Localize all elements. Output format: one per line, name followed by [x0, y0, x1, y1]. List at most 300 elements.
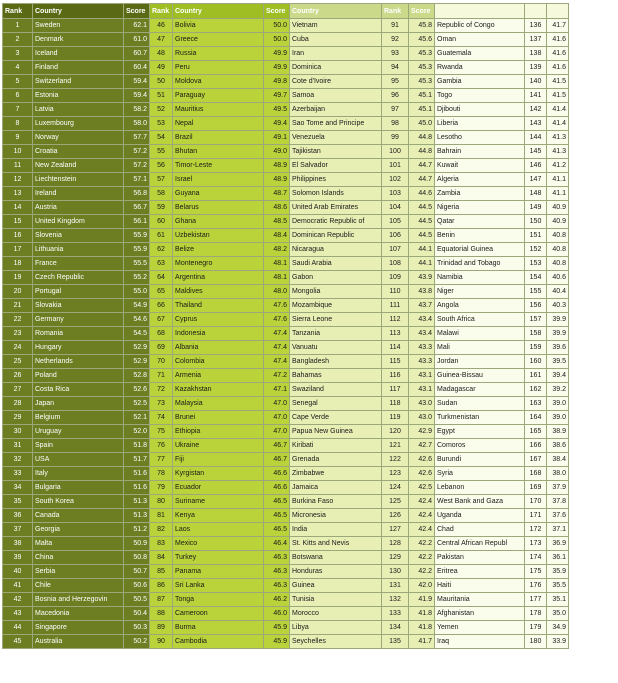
rank-cell[interactable]: 63 — [150, 257, 173, 271]
country-cell[interactable]: United Kingdom — [33, 215, 124, 229]
rank-cell[interactable]: 46 — [150, 19, 173, 33]
rank-cell[interactable]: 1 — [3, 19, 33, 33]
country-cell[interactable]: Tunisia — [290, 593, 382, 607]
score-cell[interactable]: 55.9 — [124, 243, 150, 257]
country-cell[interactable]: Yemen — [435, 621, 525, 635]
rank-cell[interactable]: 146 — [525, 159, 547, 173]
rank-cell[interactable]: 80 — [150, 495, 173, 509]
score-cell[interactable]: 62.1 — [124, 19, 150, 33]
rank-cell[interactable]: 59 — [150, 201, 173, 215]
country-cell[interactable]: Armenia — [173, 369, 264, 383]
rank-cell[interactable]: 163 — [525, 397, 547, 411]
rank-cell[interactable]: 42 — [3, 593, 33, 607]
rank-cell[interactable]: 151 — [525, 229, 547, 243]
country-cell[interactable]: Vanuatu — [290, 341, 382, 355]
score-cell[interactable]: 44.1 — [409, 243, 435, 257]
country-cell[interactable]: Trinidad and Tobago — [435, 257, 525, 271]
country-cell[interactable]: Costa Rica — [33, 383, 124, 397]
rank-cell[interactable]: 138 — [525, 47, 547, 61]
rank-cell[interactable]: 107 — [382, 243, 409, 257]
country-cell[interactable]: Niger — [435, 285, 525, 299]
country-cell[interactable]: Indonesia — [173, 327, 264, 341]
country-cell[interactable]: Norway — [33, 131, 124, 145]
country-cell[interactable]: Spain — [33, 439, 124, 453]
country-cell[interactable]: Argentina — [173, 271, 264, 285]
score-cell[interactable]: 45.9 — [264, 621, 290, 635]
country-cell[interactable]: Singapore — [33, 621, 124, 635]
rank-cell[interactable]: 76 — [150, 439, 173, 453]
score-cell[interactable]: 39.0 — [547, 397, 569, 411]
score-cell[interactable]: 45.3 — [409, 61, 435, 75]
score-cell[interactable]: 45.0 — [409, 117, 435, 131]
country-cell[interactable]: Angola — [435, 299, 525, 313]
col-header-score-3[interactable]: Score — [409, 4, 435, 19]
rank-cell[interactable]: 154 — [525, 271, 547, 285]
rank-cell[interactable]: 117 — [382, 383, 409, 397]
rank-cell[interactable]: 129 — [382, 551, 409, 565]
rank-cell[interactable]: 137 — [525, 33, 547, 47]
rank-cell[interactable]: 4 — [3, 61, 33, 75]
rank-cell[interactable]: 142 — [525, 103, 547, 117]
score-cell[interactable]: 41.8 — [409, 607, 435, 621]
col-header-score-2[interactable]: Score — [264, 4, 290, 19]
country-cell[interactable]: Moldova — [173, 75, 264, 89]
country-cell[interactable]: Gambia — [435, 75, 525, 89]
country-cell[interactable]: Timor-Leste — [173, 159, 264, 173]
score-cell[interactable]: 44.1 — [409, 257, 435, 271]
rank-cell[interactable]: 88 — [150, 607, 173, 621]
score-cell[interactable]: 48.2 — [264, 243, 290, 257]
country-cell[interactable]: Seychelles — [290, 635, 382, 649]
rank-cell[interactable]: 62 — [150, 243, 173, 257]
score-cell[interactable]: 36.1 — [547, 551, 569, 565]
rank-cell[interactable]: 15 — [3, 215, 33, 229]
rank-cell[interactable]: 168 — [525, 467, 547, 481]
score-cell[interactable]: 41.8 — [409, 621, 435, 635]
score-cell[interactable]: 48.9 — [264, 159, 290, 173]
rank-cell[interactable]: 106 — [382, 229, 409, 243]
score-cell[interactable]: 42.9 — [409, 425, 435, 439]
rank-cell[interactable]: 178 — [525, 607, 547, 621]
country-cell[interactable]: Micronesia — [290, 509, 382, 523]
country-cell[interactable]: Russia — [173, 47, 264, 61]
country-cell[interactable]: Kenya — [173, 509, 264, 523]
country-cell[interactable]: Italy — [33, 467, 124, 481]
country-cell[interactable]: Peru — [173, 61, 264, 75]
rank-cell[interactable]: 98 — [382, 117, 409, 131]
score-cell[interactable]: 49.7 — [264, 89, 290, 103]
score-cell[interactable]: 38.9 — [547, 425, 569, 439]
score-cell[interactable]: 48.0 — [264, 285, 290, 299]
country-cell[interactable]: Zambia — [435, 187, 525, 201]
rank-cell[interactable]: 72 — [150, 383, 173, 397]
rank-cell[interactable]: 100 — [382, 145, 409, 159]
country-cell[interactable]: Belize — [173, 243, 264, 257]
rank-cell[interactable]: 156 — [525, 299, 547, 313]
country-cell[interactable]: Lebanon — [435, 481, 525, 495]
country-cell[interactable]: Honduras — [290, 565, 382, 579]
rank-cell[interactable]: 68 — [150, 327, 173, 341]
country-cell[interactable]: Bhutan — [173, 145, 264, 159]
rank-cell[interactable]: 158 — [525, 327, 547, 341]
country-cell[interactable]: Brunei — [173, 411, 264, 425]
country-cell[interactable]: Bahrain — [435, 145, 525, 159]
score-cell[interactable]: 41.4 — [547, 117, 569, 131]
score-cell[interactable]: 58.0 — [124, 117, 150, 131]
rank-cell[interactable]: 11 — [3, 159, 33, 173]
country-cell[interactable]: West Bank and Gaza — [435, 495, 525, 509]
rank-cell[interactable]: 35 — [3, 495, 33, 509]
score-cell[interactable]: 48.1 — [264, 257, 290, 271]
score-cell[interactable]: 41.2 — [547, 159, 569, 173]
country-cell[interactable]: Algeria — [435, 173, 525, 187]
country-cell[interactable]: Namibia — [435, 271, 525, 285]
country-cell[interactable]: Rwanda — [435, 61, 525, 75]
country-cell[interactable]: Libya — [290, 621, 382, 635]
score-cell[interactable]: 45.3 — [409, 75, 435, 89]
country-cell[interactable]: Liechtenstein — [33, 173, 124, 187]
country-cell[interactable]: Papua New Guinea — [290, 425, 382, 439]
rank-cell[interactable]: 87 — [150, 593, 173, 607]
score-cell[interactable]: 40.8 — [547, 257, 569, 271]
score-cell[interactable]: 45.1 — [409, 89, 435, 103]
score-cell[interactable]: 49.8 — [264, 75, 290, 89]
rank-cell[interactable]: 93 — [382, 47, 409, 61]
rank-cell[interactable]: 125 — [382, 495, 409, 509]
score-cell[interactable]: 50.3 — [124, 621, 150, 635]
rank-cell[interactable]: 180 — [525, 635, 547, 649]
score-cell[interactable]: 49.9 — [264, 61, 290, 75]
country-cell[interactable]: Botswana — [290, 551, 382, 565]
score-cell[interactable]: 47.4 — [264, 341, 290, 355]
rank-cell[interactable]: 52 — [150, 103, 173, 117]
score-cell[interactable]: 40.8 — [547, 229, 569, 243]
country-cell[interactable]: Iran — [290, 47, 382, 61]
rank-cell[interactable]: 135 — [382, 635, 409, 649]
rank-cell[interactable]: 44 — [3, 621, 33, 635]
score-cell[interactable]: 50.8 — [124, 551, 150, 565]
country-cell[interactable]: Guinea-Bissau — [435, 369, 525, 383]
rank-cell[interactable]: 89 — [150, 621, 173, 635]
country-cell[interactable]: Mexico — [173, 537, 264, 551]
score-cell[interactable]: 36.9 — [547, 537, 569, 551]
score-cell[interactable]: 40.9 — [547, 201, 569, 215]
score-cell[interactable]: 41.4 — [547, 103, 569, 117]
country-cell[interactable]: China — [33, 551, 124, 565]
country-cell[interactable]: Romania — [33, 327, 124, 341]
rank-cell[interactable]: 90 — [150, 635, 173, 649]
score-cell[interactable]: 41.3 — [547, 145, 569, 159]
rank-cell[interactable]: 16 — [3, 229, 33, 243]
country-cell[interactable]: Sri Lanka — [173, 579, 264, 593]
country-cell[interactable]: Zimbabwe — [290, 467, 382, 481]
score-cell[interactable]: 50.7 — [124, 565, 150, 579]
score-cell[interactable]: 35.9 — [547, 565, 569, 579]
country-cell[interactable]: Iceland — [33, 47, 124, 61]
score-cell[interactable]: 60.4 — [124, 61, 150, 75]
country-cell[interactable]: Haiti — [435, 579, 525, 593]
score-cell[interactable]: 39.6 — [547, 341, 569, 355]
country-cell[interactable]: Colombia — [173, 355, 264, 369]
rank-cell[interactable]: 78 — [150, 467, 173, 481]
country-cell[interactable]: Iraq — [435, 635, 525, 649]
country-cell[interactable]: Nepal — [173, 117, 264, 131]
rank-cell[interactable]: 10 — [3, 145, 33, 159]
score-cell[interactable]: 51.2 — [124, 523, 150, 537]
rank-cell[interactable]: 162 — [525, 383, 547, 397]
score-cell[interactable]: 46.4 — [264, 537, 290, 551]
rank-cell[interactable]: 126 — [382, 509, 409, 523]
rank-cell[interactable]: 36 — [3, 509, 33, 523]
country-cell[interactable]: Kiribati — [290, 439, 382, 453]
rank-cell[interactable]: 56 — [150, 159, 173, 173]
country-cell[interactable]: Slovenia — [33, 229, 124, 243]
score-cell[interactable]: 47.4 — [264, 327, 290, 341]
rank-cell[interactable]: 116 — [382, 369, 409, 383]
score-cell[interactable]: 44.5 — [409, 201, 435, 215]
score-cell[interactable]: 50.2 — [124, 635, 150, 649]
country-cell[interactable]: Cape Verde — [290, 411, 382, 425]
country-cell[interactable]: Bosnia and Herzegovin — [33, 593, 124, 607]
score-cell[interactable]: 49.9 — [264, 47, 290, 61]
score-cell[interactable]: 41.3 — [547, 131, 569, 145]
country-cell[interactable]: Qatar — [435, 215, 525, 229]
country-cell[interactable]: Sierra Leone — [290, 313, 382, 327]
rank-cell[interactable]: 94 — [382, 61, 409, 75]
country-cell[interactable]: Portugal — [33, 285, 124, 299]
country-cell[interactable]: Mali — [435, 341, 525, 355]
score-cell[interactable]: 41.1 — [547, 173, 569, 187]
country-cell[interactable]: Afghanistan — [435, 607, 525, 621]
rank-cell[interactable]: 41 — [3, 579, 33, 593]
rank-cell[interactable]: 43 — [3, 607, 33, 621]
country-cell[interactable]: St. Kitts and Nevis — [290, 537, 382, 551]
score-cell[interactable]: 35.5 — [547, 579, 569, 593]
score-cell[interactable]: 56.1 — [124, 215, 150, 229]
score-cell[interactable]: 43.0 — [409, 411, 435, 425]
score-cell[interactable]: 51.6 — [124, 467, 150, 481]
col-header-country-2[interactable]: Country — [173, 4, 264, 19]
country-cell[interactable]: Estonia — [33, 89, 124, 103]
rank-cell[interactable]: 53 — [150, 117, 173, 131]
score-cell[interactable]: 52.9 — [124, 355, 150, 369]
country-cell[interactable]: Grenada — [290, 453, 382, 467]
score-cell[interactable]: 38.6 — [547, 439, 569, 453]
country-cell[interactable]: Slovakia — [33, 299, 124, 313]
rank-cell[interactable]: 40 — [3, 565, 33, 579]
country-cell[interactable]: Syria — [435, 467, 525, 481]
col-header-country-3[interactable]: Country — [290, 4, 382, 19]
rank-cell[interactable]: 166 — [525, 439, 547, 453]
country-cell[interactable]: Suriname — [173, 495, 264, 509]
rank-cell[interactable]: 150 — [525, 215, 547, 229]
score-cell[interactable]: 46.5 — [264, 523, 290, 537]
score-cell[interactable]: 46.3 — [264, 565, 290, 579]
score-cell[interactable]: 41.1 — [547, 187, 569, 201]
score-cell[interactable]: 46.2 — [264, 593, 290, 607]
rank-cell[interactable]: 39 — [3, 551, 33, 565]
rank-cell[interactable]: 61 — [150, 229, 173, 243]
rank-cell[interactable]: 22 — [3, 313, 33, 327]
country-cell[interactable]: Ethiopia — [173, 425, 264, 439]
score-cell[interactable]: 55.0 — [124, 285, 150, 299]
rank-cell[interactable]: 124 — [382, 481, 409, 495]
score-cell[interactable]: 58.2 — [124, 103, 150, 117]
score-cell[interactable]: 47.0 — [264, 425, 290, 439]
score-cell[interactable]: 39.5 — [547, 355, 569, 369]
rank-cell[interactable]: 3 — [3, 47, 33, 61]
rank-cell[interactable]: 60 — [150, 215, 173, 229]
country-cell[interactable]: Kyrgistan — [173, 467, 264, 481]
score-cell[interactable]: 42.4 — [409, 509, 435, 523]
score-cell[interactable]: 44.5 — [409, 229, 435, 243]
score-cell[interactable]: 42.2 — [409, 551, 435, 565]
score-cell[interactable]: 54.9 — [124, 299, 150, 313]
country-cell[interactable]: Mongolia — [290, 285, 382, 299]
score-cell[interactable]: 43.4 — [409, 327, 435, 341]
country-cell[interactable]: El Salvador — [290, 159, 382, 173]
country-cell[interactable]: Swaziland — [290, 383, 382, 397]
rank-cell[interactable]: 92 — [382, 33, 409, 47]
country-cell[interactable]: Guatemala — [435, 47, 525, 61]
rank-cell[interactable]: 104 — [382, 201, 409, 215]
rank-cell[interactable]: 170 — [525, 495, 547, 509]
country-cell[interactable]: Canada — [33, 509, 124, 523]
country-cell[interactable]: Egypt — [435, 425, 525, 439]
rank-cell[interactable]: 75 — [150, 425, 173, 439]
score-cell[interactable]: 50.6 — [124, 579, 150, 593]
country-cell[interactable]: Bolivia — [173, 19, 264, 33]
score-cell[interactable]: 42.4 — [409, 523, 435, 537]
country-cell[interactable]: Macedonia — [33, 607, 124, 621]
score-cell[interactable]: 41.5 — [547, 89, 569, 103]
score-cell[interactable]: 50.9 — [124, 537, 150, 551]
score-cell[interactable]: 42.0 — [409, 579, 435, 593]
country-cell[interactable]: Belgium — [33, 411, 124, 425]
score-cell[interactable]: 51.8 — [124, 439, 150, 453]
score-cell[interactable]: 46.7 — [264, 453, 290, 467]
country-cell[interactable]: Uganda — [435, 509, 525, 523]
country-cell[interactable]: Jordan — [435, 355, 525, 369]
score-cell[interactable]: 41.7 — [547, 19, 569, 33]
score-cell[interactable]: 33.9 — [547, 635, 569, 649]
country-cell[interactable]: Nigeria — [435, 201, 525, 215]
rank-cell[interactable]: 160 — [525, 355, 547, 369]
rank-cell[interactable]: 79 — [150, 481, 173, 495]
country-cell[interactable]: Turkey — [173, 551, 264, 565]
country-cell[interactable]: Chad — [435, 523, 525, 537]
score-cell[interactable]: 48.4 — [264, 229, 290, 243]
country-cell[interactable]: India — [290, 523, 382, 537]
rank-cell[interactable]: 118 — [382, 397, 409, 411]
rank-cell[interactable]: 123 — [382, 467, 409, 481]
country-cell[interactable]: Lithuania — [33, 243, 124, 257]
score-cell[interactable]: 48.1 — [264, 271, 290, 285]
country-cell[interactable]: Kazakhstan — [173, 383, 264, 397]
score-cell[interactable]: 46.5 — [264, 509, 290, 523]
score-cell[interactable]: 55.9 — [124, 229, 150, 243]
score-cell[interactable]: 52.6 — [124, 383, 150, 397]
rank-cell[interactable]: 12 — [3, 173, 33, 187]
rank-cell[interactable]: 32 — [3, 453, 33, 467]
score-cell[interactable]: 37.1 — [547, 523, 569, 537]
score-cell[interactable]: 50.4 — [124, 607, 150, 621]
score-cell[interactable]: 42.2 — [409, 565, 435, 579]
rank-cell[interactable]: 113 — [382, 327, 409, 341]
score-cell[interactable]: 50.5 — [124, 593, 150, 607]
rank-cell[interactable]: 82 — [150, 523, 173, 537]
score-cell[interactable]: 40.6 — [547, 271, 569, 285]
country-cell[interactable]: Burundi — [435, 453, 525, 467]
country-cell[interactable]: Jamaica — [290, 481, 382, 495]
country-cell[interactable]: Cuba — [290, 33, 382, 47]
country-cell[interactable]: Sudan — [435, 397, 525, 411]
country-cell[interactable]: Czech Republic — [33, 271, 124, 285]
score-cell[interactable]: 45.6 — [409, 33, 435, 47]
rank-cell[interactable]: 101 — [382, 159, 409, 173]
col-header-rank-2[interactable]: Rank — [150, 4, 173, 19]
country-cell[interactable]: Malaysia — [173, 397, 264, 411]
country-cell[interactable]: Latvia — [33, 103, 124, 117]
rank-cell[interactable]: 18 — [3, 257, 33, 271]
rank-cell[interactable]: 131 — [382, 579, 409, 593]
country-cell[interactable]: USA — [33, 453, 124, 467]
rank-cell[interactable]: 84 — [150, 551, 173, 565]
country-cell[interactable]: Dominica — [290, 61, 382, 75]
rank-cell[interactable]: 45 — [3, 635, 33, 649]
score-cell[interactable]: 45.9 — [264, 635, 290, 649]
country-cell[interactable]: Eritrea — [435, 565, 525, 579]
rank-cell[interactable]: 173 — [525, 537, 547, 551]
rank-cell[interactable]: 20 — [3, 285, 33, 299]
country-cell[interactable]: Luxembourg — [33, 117, 124, 131]
country-cell[interactable]: United Arab Emirates — [290, 201, 382, 215]
score-cell[interactable]: 45.8 — [409, 19, 435, 33]
country-cell[interactable]: Uruguay — [33, 425, 124, 439]
score-cell[interactable]: 48.9 — [264, 173, 290, 187]
rank-cell[interactable]: 5 — [3, 75, 33, 89]
rank-cell[interactable]: 51 — [150, 89, 173, 103]
country-cell[interactable]: South Africa — [435, 313, 525, 327]
col-header-country-4[interactable] — [435, 4, 525, 19]
rank-cell[interactable]: 31 — [3, 439, 33, 453]
country-cell[interactable]: Djibouti — [435, 103, 525, 117]
rank-cell[interactable]: 2 — [3, 33, 33, 47]
rank-cell[interactable]: 58 — [150, 187, 173, 201]
score-cell[interactable]: 41.7 — [409, 635, 435, 649]
rank-cell[interactable]: 95 — [382, 75, 409, 89]
score-cell[interactable]: 56.7 — [124, 201, 150, 215]
country-cell[interactable]: Venezuela — [290, 131, 382, 145]
country-cell[interactable]: Austria — [33, 201, 124, 215]
rank-cell[interactable]: 14 — [3, 201, 33, 215]
country-cell[interactable]: Hungary — [33, 341, 124, 355]
score-cell[interactable]: 43.9 — [409, 271, 435, 285]
country-cell[interactable]: Azerbaijan — [290, 103, 382, 117]
rank-cell[interactable]: 122 — [382, 453, 409, 467]
country-cell[interactable]: Malawi — [435, 327, 525, 341]
country-cell[interactable]: Panama — [173, 565, 264, 579]
score-cell[interactable]: 44.6 — [409, 187, 435, 201]
rank-cell[interactable]: 38 — [3, 537, 33, 551]
rank-cell[interactable]: 64 — [150, 271, 173, 285]
rank-cell[interactable]: 102 — [382, 173, 409, 187]
country-cell[interactable]: Israel — [173, 173, 264, 187]
score-cell[interactable]: 37.9 — [547, 481, 569, 495]
score-cell[interactable]: 41.6 — [547, 47, 569, 61]
country-cell[interactable]: Republic of Congo — [435, 19, 525, 33]
score-cell[interactable]: 47.4 — [264, 355, 290, 369]
